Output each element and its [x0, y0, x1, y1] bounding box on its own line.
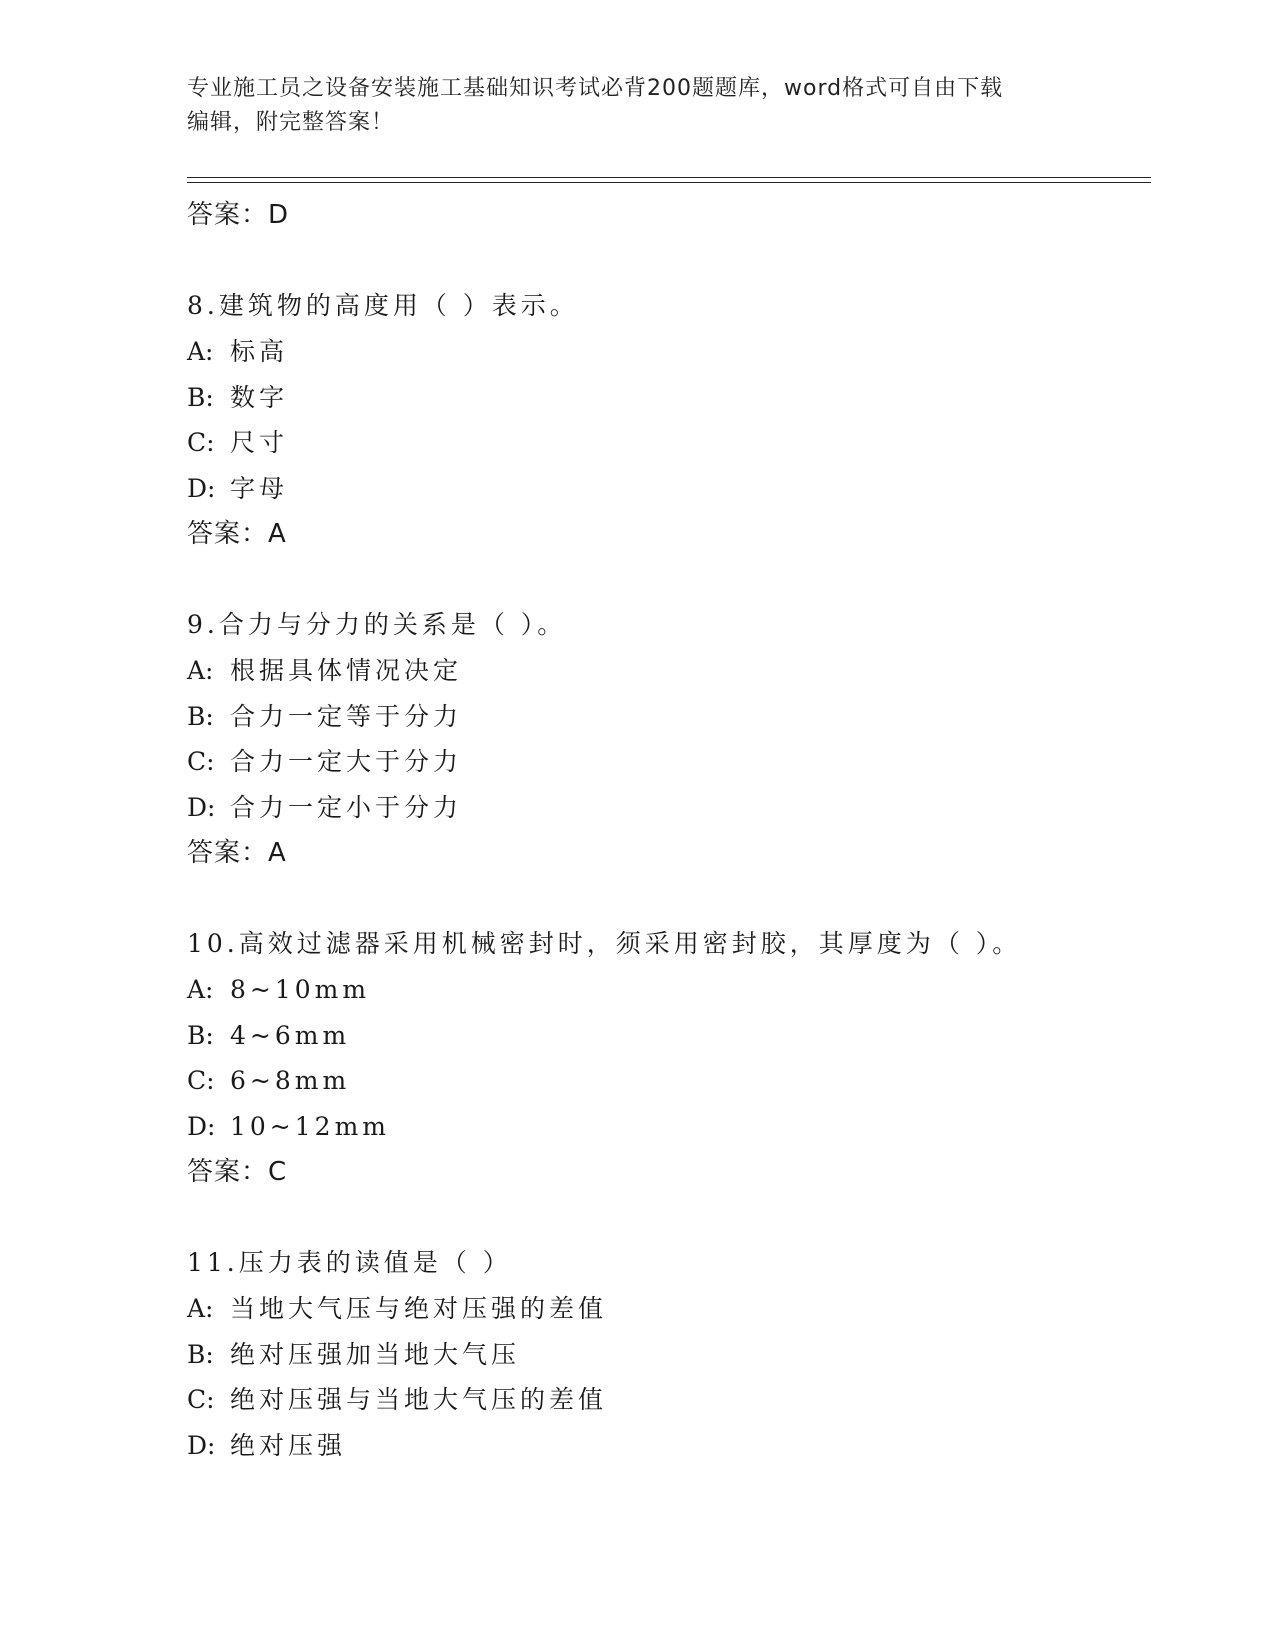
question-text: 压力表的读值是（ ） — [238, 1248, 512, 1277]
question-stem — [187, 1240, 1147, 1286]
option-text: 10~12mm — [230, 1111, 390, 1141]
option-b — [187, 375, 1147, 421]
option-b — [187, 694, 1147, 740]
spacer — [187, 557, 1147, 602]
option-text: 合力一定小于分力 — [230, 792, 463, 822]
question-number: 8. — [187, 291, 219, 320]
option-letter: D: — [187, 792, 216, 822]
option-letter: B: — [187, 382, 214, 412]
option-a — [187, 967, 1147, 1013]
question-block-8 — [187, 283, 1147, 557]
answer-label: 答案： — [187, 1157, 269, 1187]
option-text: 合力一定等于分力 — [230, 701, 463, 731]
option-letter: A: — [187, 337, 214, 366]
option-letter: C: — [187, 1385, 215, 1414]
option-text: 绝对压强 — [230, 1430, 347, 1460]
option-letter: B: — [187, 701, 214, 731]
question-text: 建筑物的高度用（ ）表示。 — [218, 291, 579, 320]
question-list — [187, 192, 1147, 1468]
option-letter: A: — [187, 975, 214, 1004]
header-title-line-2: 编辑，附完整答案！ — [187, 110, 395, 135]
option-c — [187, 1377, 1147, 1423]
option-a — [187, 329, 1147, 375]
option-letter: C: — [187, 1066, 215, 1095]
previous-answer-line — [187, 192, 1147, 238]
option-a — [187, 1286, 1147, 1332]
spacer — [187, 876, 1147, 921]
question-stem — [187, 921, 1147, 967]
question-text: 高效过滤器采用机械密封时，须采用密封胶，其厚度为（ ）。 — [238, 929, 1022, 958]
answer-line — [187, 511, 1147, 557]
option-text: 标高 — [230, 337, 289, 366]
option-d — [187, 466, 1147, 512]
question-block-11 — [187, 1240, 1147, 1468]
question-block-10 — [187, 921, 1147, 1195]
option-b — [187, 1332, 1147, 1378]
option-text: 尺寸 — [230, 428, 289, 457]
question-number: 11. — [187, 1248, 239, 1277]
answer-value: D — [268, 200, 290, 230]
option-d — [187, 1423, 1147, 1469]
option-d — [187, 1104, 1147, 1150]
option-letter: C: — [187, 428, 215, 457]
option-letter: B: — [187, 1020, 214, 1050]
option-letter: C: — [187, 747, 215, 776]
option-text: 根据具体情况决定 — [230, 656, 463, 685]
spacer — [187, 1195, 1147, 1240]
option-letter: A: — [187, 1294, 214, 1323]
option-letter: D: — [187, 1111, 216, 1141]
option-text: 当地大气压与绝对压强的差值 — [230, 1294, 608, 1323]
question-number: 10. — [187, 929, 239, 958]
option-text: 合力一定大于分力 — [230, 747, 463, 776]
option-a — [187, 648, 1147, 694]
header-divider-bottom — [187, 182, 1151, 183]
answer-value: A — [268, 838, 287, 868]
option-letter: D: — [187, 1430, 216, 1460]
answer-line — [187, 830, 1147, 876]
answer-line — [187, 1149, 1147, 1195]
question-number: 9. — [187, 610, 219, 639]
option-c — [187, 1058, 1147, 1104]
question-text: 合力与分力的关系是（ ）。 — [218, 610, 567, 639]
option-letter: D: — [187, 473, 216, 503]
option-text: 6~8mm — [230, 1066, 351, 1095]
option-letter: A: — [187, 656, 214, 685]
option-d — [187, 785, 1147, 831]
answer-label: 答案： — [187, 838, 269, 868]
option-text: 4~6mm — [230, 1020, 351, 1050]
option-c — [187, 739, 1147, 785]
option-text: 绝对压强加当地大气压 — [230, 1339, 521, 1369]
spacer — [187, 238, 1147, 283]
option-text: 数字 — [230, 382, 289, 412]
option-text: 8~10mm — [230, 975, 371, 1004]
option-b — [187, 1013, 1147, 1059]
answer-label: 答案： — [187, 200, 269, 230]
question-stem — [187, 602, 1147, 648]
answer-value: C — [268, 1157, 288, 1187]
question-stem — [187, 283, 1147, 329]
answer-label: 答案： — [187, 519, 269, 549]
header-title-line-1: 专业施工员之设备安装施工基础知识考试必背200题题库，word格式可自由下载 — [187, 76, 1004, 101]
option-letter: B: — [187, 1339, 214, 1369]
option-c — [187, 420, 1147, 466]
document-header — [187, 72, 1067, 140]
answer-value: A — [268, 519, 287, 549]
question-block-9 — [187, 602, 1147, 876]
option-text: 绝对压强与当地大气压的差值 — [230, 1385, 608, 1414]
header-divider-top — [187, 177, 1151, 178]
option-text: 字母 — [230, 473, 289, 503]
